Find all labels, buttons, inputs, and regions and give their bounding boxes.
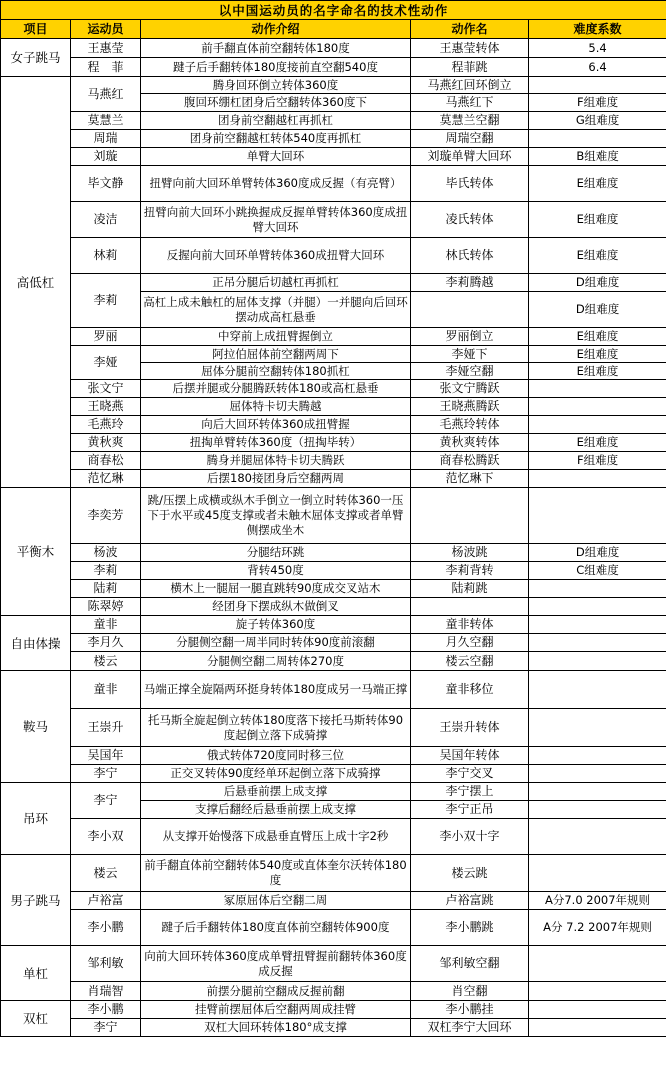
table-row (1, 819, 666, 855)
table-row (1, 616, 666, 634)
difficulty-cell: D组难度 (529, 274, 666, 292)
event-cell: 高低杠 (1, 77, 71, 488)
skill-name-cell: 李莉腾越 (411, 274, 529, 292)
athlete-cell: 楼云 (71, 652, 141, 671)
table-row (1, 488, 666, 544)
description-cell: 分腿侧空翻二周转体270度 (141, 652, 411, 671)
table-row (1, 166, 666, 202)
skill-name-cell: 程菲跳 (411, 58, 529, 77)
table-row (1, 544, 666, 562)
skill-name-cell: 邹利敏空翻 (411, 946, 529, 982)
description-cell: 踺子后手翻转体180度接前直空翻540度 (141, 58, 411, 77)
skill-name-cell: 月久空翻 (411, 634, 529, 652)
athlete-cell: 楼云 (71, 855, 141, 892)
header-difficulty: 难度系数 (529, 20, 666, 39)
athlete-cell: 张文宁 (71, 380, 141, 398)
table-row (1, 148, 666, 166)
description-cell: 挂臂前摆屈体后空翻两周成挂臂 (141, 1001, 411, 1019)
description-cell: 向后大回环转体360成扭臂握 (141, 416, 411, 434)
skill-name-cell: 双杠李宁大回环 (411, 1019, 529, 1037)
difficulty-cell (529, 77, 666, 94)
skill-name-cell: 李娅空翻 (411, 363, 529, 380)
header-athlete: 运动员 (71, 20, 141, 39)
difficulty-cell (529, 652, 666, 671)
event-cell: 自由体操 (1, 616, 71, 671)
description-cell: 旋子转体360度 (141, 616, 411, 634)
table-row (1, 1001, 666, 1019)
skill-name-cell: 肖空翻 (411, 982, 529, 1001)
difficulty-cell (529, 765, 666, 783)
difficulty-cell: G组难度 (529, 112, 666, 130)
description-cell: 扭掏单臂转体360度（扭掏毕转） (141, 434, 411, 452)
description-cell: 腾身回环倒立转体360度 (141, 77, 411, 94)
difficulty-cell: E组难度 (529, 238, 666, 274)
table-row (1, 58, 666, 77)
description-cell: 经团身下摆成纵木做倒叉 (141, 598, 411, 616)
description-cell: 单臂大回环 (141, 148, 411, 166)
table-row (1, 580, 666, 598)
difficulty-cell: E组难度 (529, 166, 666, 202)
table-row (1, 238, 666, 274)
table-row (1, 709, 666, 747)
skill-name-cell: 李娅下 (411, 346, 529, 363)
difficulty-cell (529, 671, 666, 709)
description-cell: 屈体分腿前空翻转体180抓杠 (141, 363, 411, 380)
table-row (1, 274, 666, 292)
skill-name-cell: 马燕红下 (411, 94, 529, 112)
table-row (1, 671, 666, 709)
difficulty-cell (529, 1019, 666, 1037)
difficulty-cell: B组难度 (529, 148, 666, 166)
athlete-cell: 童非 (71, 616, 141, 634)
skill-name-cell: 莫慧兰空翻 (411, 112, 529, 130)
description-cell: 冢原屈体后空翻二周 (141, 892, 411, 910)
skill-name-cell (411, 488, 529, 544)
description-cell: 前摆分腿前空翻成反握前翻 (141, 982, 411, 1001)
description-cell: 俄式转体720度同时移三位 (141, 747, 411, 765)
difficulty-cell (529, 709, 666, 747)
event-cell: 平衡木 (1, 488, 71, 616)
description-cell: 团身前空翻越杠转体540度再抓杠 (141, 130, 411, 148)
description-cell: 背转450度 (141, 562, 411, 580)
athlete-cell: 李小鹏 (71, 910, 141, 946)
description-cell: 前手翻直体前空翻转体180度 (141, 39, 411, 58)
header-skill-name: 动作名 (411, 20, 529, 39)
description-cell: 阿拉伯屈体前空翻两周下 (141, 346, 411, 363)
difficulty-cell: D组难度 (529, 544, 666, 562)
difficulty-cell (529, 470, 666, 488)
athlete-cell: 陈翠婷 (71, 598, 141, 616)
athlete-cell: 李宁 (71, 765, 141, 783)
description-cell: 扭臂向前大回环单臂转体360度成反握（有亮臂） (141, 166, 411, 202)
difficulty-cell (529, 488, 666, 544)
description-cell: 托马斯全旋起倒立转体180度落下接托马斯转体90度起倒立落下成骑撑 (141, 709, 411, 747)
athlete-cell: 王崇升 (71, 709, 141, 747)
skill-name-cell: 林氏转体 (411, 238, 529, 274)
description-cell: 踺子后手翻转体180度直体前空翻转体900度 (141, 910, 411, 946)
skill-name-cell: 王惠莹转体 (411, 39, 529, 58)
skill-name-cell: 毛燕玲转体 (411, 416, 529, 434)
skill-name-cell: 李小鹏跳 (411, 910, 529, 946)
description-cell: 横木上一腿屈一腿直跳转90度成交叉站木 (141, 580, 411, 598)
difficulty-cell: 6.4 (529, 58, 666, 77)
description-cell: 支撑后翻经后悬垂前摆上成支撑 (141, 801, 411, 819)
difficulty-cell: F组难度 (529, 94, 666, 112)
description-cell: 分腿结环跳 (141, 544, 411, 562)
table-row (1, 130, 666, 148)
athlete-cell: 毕文静 (71, 166, 141, 202)
skill-name-cell: 张文宁腾跃 (411, 380, 529, 398)
table-row (1, 77, 666, 94)
description-cell: 后摆并腿或分腿腾跃转体180或高杠悬垂 (141, 380, 411, 398)
difficulty-cell: 5.4 (529, 39, 666, 58)
table-row (1, 652, 666, 671)
skill-name-cell: 王崇升转体 (411, 709, 529, 747)
table-title: 以中国运动员的名字命名的技术性动作 (1, 1, 666, 20)
table-row (1, 346, 666, 363)
table-body (1, 39, 666, 1037)
difficulty-cell: E组难度 (529, 346, 666, 363)
difficulty-cell: F组难度 (529, 452, 666, 470)
skill-name-cell: 楼云跳 (411, 855, 529, 892)
difficulty-cell (529, 634, 666, 652)
difficulty-cell: E组难度 (529, 328, 666, 346)
table-row (1, 855, 666, 892)
athlete-cell: 杨波 (71, 544, 141, 562)
difficulty-cell (529, 416, 666, 434)
description-cell: 反握向前大回环单臂转体360成扭臂大回环 (141, 238, 411, 274)
description-cell: 前手翻直体前空翻转体540度或直体奎尔沃转体180度 (141, 855, 411, 892)
difficulty-cell (529, 783, 666, 801)
skill-name-cell: 李宁正吊 (411, 801, 529, 819)
table-row (1, 470, 666, 488)
skill-name-cell: 楼云空翻 (411, 652, 529, 671)
skill-name-cell (411, 598, 529, 616)
difficulty-cell: A分 7.2 2007年规则 (529, 910, 666, 946)
table-row (1, 380, 666, 398)
table-row (1, 112, 666, 130)
difficulty-cell (529, 580, 666, 598)
difficulty-cell (529, 598, 666, 616)
skill-name-cell: 黄秋爽转体 (411, 434, 529, 452)
skill-name-cell: 刘璇单臂大回环 (411, 148, 529, 166)
event-cell: 女子跳马 (1, 39, 71, 77)
table-row (1, 747, 666, 765)
skill-name-cell (411, 292, 529, 328)
table-row (1, 39, 666, 58)
skill-name-cell: 李莉背转 (411, 562, 529, 580)
table-row (1, 892, 666, 910)
athlete-cell: 吴国年 (71, 747, 141, 765)
description-cell: 正交叉转体90度经单环起倒立落下成骑撑 (141, 765, 411, 783)
skill-name-cell: 童非转体 (411, 616, 529, 634)
skill-name-cell: 毕氏转体 (411, 166, 529, 202)
athlete-cell: 黄秋爽 (71, 434, 141, 452)
difficulty-cell: E组难度 (529, 202, 666, 238)
athlete-cell: 童非 (71, 671, 141, 709)
difficulty-cell (529, 616, 666, 634)
athlete-cell: 李奕芳 (71, 488, 141, 544)
description-cell: 后悬垂前摆上成支撑 (141, 783, 411, 801)
difficulty-cell: D组难度 (529, 292, 666, 328)
description-cell: 正吊分腿后切越杠再抓杠 (141, 274, 411, 292)
athlete-cell: 李小鹏 (71, 1001, 141, 1019)
description-cell: 屈体特卡切夫腾越 (141, 398, 411, 416)
skill-name-cell: 杨波跳 (411, 544, 529, 562)
athlete-cell: 马燕红 (71, 77, 141, 112)
skill-name-cell: 周瑞空翻 (411, 130, 529, 148)
description-cell: 扭臂向前大回环小跳换握成反握单臂转体360度成扭臂大回环 (141, 202, 411, 238)
table-row (1, 634, 666, 652)
athlete-cell: 陆莉 (71, 580, 141, 598)
athlete-cell: 李宁 (71, 1019, 141, 1037)
athlete-cell: 周瑞 (71, 130, 141, 148)
athlete-cell: 刘璇 (71, 148, 141, 166)
skill-name-cell: 吴国年转体 (411, 747, 529, 765)
description-cell: 中穿前上成扭臂握倒立 (141, 328, 411, 346)
table-row (1, 202, 666, 238)
difficulty-cell (529, 747, 666, 765)
athlete-cell: 李小双 (71, 819, 141, 855)
difficulty-cell (529, 801, 666, 819)
difficulty-cell (529, 398, 666, 416)
difficulty-cell (529, 380, 666, 398)
athlete-cell: 李娅 (71, 346, 141, 380)
table-row (1, 416, 666, 434)
header-description: 动作介绍 (141, 20, 411, 39)
difficulty-cell: A分7.0 2007年规则 (529, 892, 666, 910)
athlete-cell: 莫慧兰 (71, 112, 141, 130)
athlete-cell: 林莉 (71, 238, 141, 274)
athlete-cell: 李莉 (71, 274, 141, 328)
skill-name-cell: 陆莉跳 (411, 580, 529, 598)
skill-name-cell: 马燕红回环倒立 (411, 77, 529, 94)
description-cell: 高杠上成未触杠的屈体支撑（并腿）一并腿向后回环摆动成高杠悬垂 (141, 292, 411, 328)
difficulty-cell: E组难度 (529, 363, 666, 380)
table-row (1, 398, 666, 416)
description-cell: 腾身并腿屈体特卡切夫腾跃 (141, 452, 411, 470)
athlete-cell: 李月久 (71, 634, 141, 652)
athlete-cell: 罗丽 (71, 328, 141, 346)
difficulty-cell (529, 130, 666, 148)
description-cell: 腹回环绷杠团身后空翻转体360度下 (141, 94, 411, 112)
difficulty-cell (529, 946, 666, 982)
athlete-cell: 邹利敏 (71, 946, 141, 982)
athlete-cell: 王惠莹 (71, 39, 141, 58)
athlete-cell: 凌洁 (71, 202, 141, 238)
skill-name-cell: 童非移位 (411, 671, 529, 709)
table-row (1, 982, 666, 1001)
skill-name-cell: 李小鹏挂 (411, 1001, 529, 1019)
description-cell: 向前大回环转体360度成单臂扭臂握前翻转体360度成反握 (141, 946, 411, 982)
table-row (1, 562, 666, 580)
description-cell: 从支撑开始慢落下成悬垂直臂压上成十字2秒 (141, 819, 411, 855)
skill-name-cell: 王晓燕腾跃 (411, 398, 529, 416)
table-row (1, 783, 666, 801)
difficulty-cell (529, 855, 666, 892)
table-row (1, 328, 666, 346)
description-cell: 分腿侧空翻一周半同时转体90度前滚翻 (141, 634, 411, 652)
description-cell: 马端正撑全旋隔两环挺身转体180度成另一马端正撑 (141, 671, 411, 709)
event-cell: 单杠 (1, 946, 71, 1001)
difficulty-cell: C组难度 (529, 562, 666, 580)
difficulty-cell: E组难度 (529, 434, 666, 452)
description-cell: 双杠大回环转体180°成支撑 (141, 1019, 411, 1037)
header-event: 项目 (1, 20, 71, 39)
difficulty-cell (529, 1001, 666, 1019)
athlete-cell: 毛燕玲 (71, 416, 141, 434)
event-cell: 双杠 (1, 1001, 71, 1037)
skill-name-cell: 罗丽倒立 (411, 328, 529, 346)
athlete-cell: 李宁 (71, 783, 141, 819)
skill-name-cell: 卢裕富跳 (411, 892, 529, 910)
event-cell: 男子跳马 (1, 855, 71, 946)
skill-name-cell: 商春松腾跃 (411, 452, 529, 470)
event-cell: 吊环 (1, 783, 71, 855)
description-cell: 团身前空翻越杠再抓杠 (141, 112, 411, 130)
athlete-cell: 范忆琳 (71, 470, 141, 488)
event-cell: 鞍马 (1, 671, 71, 783)
skill-name-cell: 李宁交叉 (411, 765, 529, 783)
athlete-cell: 肖瑞智 (71, 982, 141, 1001)
athlete-cell: 程 菲 (71, 58, 141, 77)
table-row (1, 910, 666, 946)
skill-name-cell: 范忆琳下 (411, 470, 529, 488)
athlete-cell: 李莉 (71, 562, 141, 580)
skill-name-cell: 凌氏转体 (411, 202, 529, 238)
table-row (1, 1019, 666, 1037)
table-row (1, 946, 666, 982)
difficulty-cell (529, 982, 666, 1001)
table-row (1, 434, 666, 452)
athlete-cell: 卢裕富 (71, 892, 141, 910)
skill-name-cell: 李小双十字 (411, 819, 529, 855)
description-cell: 后摆180接团身后空翻两周 (141, 470, 411, 488)
athlete-cell: 商春松 (71, 452, 141, 470)
table-row (1, 765, 666, 783)
description-cell: 跳/压摆上成横或纵木手倒立一倒立时转体360一压下于水平或45度支撑或者未触木屈体支撑或者单臂侧摆成坐木 (141, 488, 411, 544)
table-row (1, 598, 666, 616)
skill-name-cell: 李宁摆上 (411, 783, 529, 801)
table-row (1, 452, 666, 470)
athlete-cell: 王晓燕 (71, 398, 141, 416)
difficulty-cell (529, 819, 666, 855)
